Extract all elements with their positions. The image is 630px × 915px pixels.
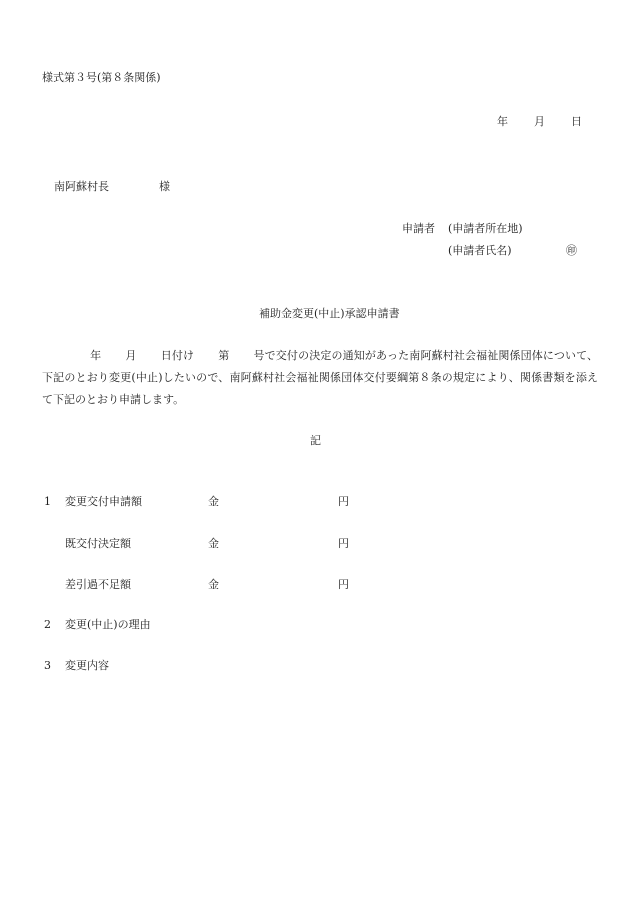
item-prefix: 金 bbox=[208, 537, 219, 550]
item-label: 変更交付申請額 bbox=[65, 495, 142, 508]
item-label: 差引過不足額 bbox=[65, 578, 131, 591]
item-label: 変更(中止)の理由 bbox=[65, 618, 151, 631]
addressee-name: 南阿蘇村長 bbox=[54, 180, 109, 193]
body-paragraph bbox=[42, 345, 598, 411]
item-prefix: 金 bbox=[208, 578, 219, 591]
date-year: 年 bbox=[497, 115, 508, 128]
document-title: 補助金変更(中止)承認申請書 bbox=[259, 307, 400, 320]
applicant-label: 申請者 bbox=[402, 222, 435, 235]
body-text: 号で交付の決定の通知があった南阿蘇村社会福祉関係団体について、下記のとおり変更(中止)したいので、南阿蘇村社会福祉関係団体交付要綱第８条の規定により、関係書類を添えて下記のとおり申請します。 bbox=[42, 349, 599, 406]
date-line bbox=[497, 115, 582, 129]
body-year: 年 bbox=[90, 349, 102, 362]
date-month: 月 bbox=[534, 115, 545, 128]
item-number: 3 bbox=[44, 659, 51, 672]
item-prefix: 金 bbox=[208, 495, 219, 508]
item-number: 2 bbox=[44, 618, 51, 631]
item-number: 1 bbox=[44, 495, 51, 508]
applicant-name: (申請者氏名) bbox=[448, 244, 512, 257]
seal-mark: ㊞ bbox=[566, 244, 577, 257]
applicant-address: (申請者所在地) bbox=[448, 222, 523, 235]
item-unit: 円 bbox=[338, 495, 349, 508]
item-unit: 円 bbox=[338, 578, 349, 591]
ki-heading: 記 bbox=[310, 434, 321, 447]
item-label: 変更内容 bbox=[65, 659, 109, 672]
addressee-honorific: 様 bbox=[159, 180, 170, 193]
body-dated: 日付け bbox=[160, 349, 195, 362]
form-number: 様式第３号(第８条関係) bbox=[42, 71, 161, 84]
item-label: 既交付決定額 bbox=[65, 537, 131, 550]
body-dai: 第 bbox=[218, 349, 230, 362]
body-month: 月 bbox=[125, 349, 137, 362]
item-unit: 円 bbox=[338, 537, 349, 550]
date-day: 日 bbox=[571, 115, 582, 128]
